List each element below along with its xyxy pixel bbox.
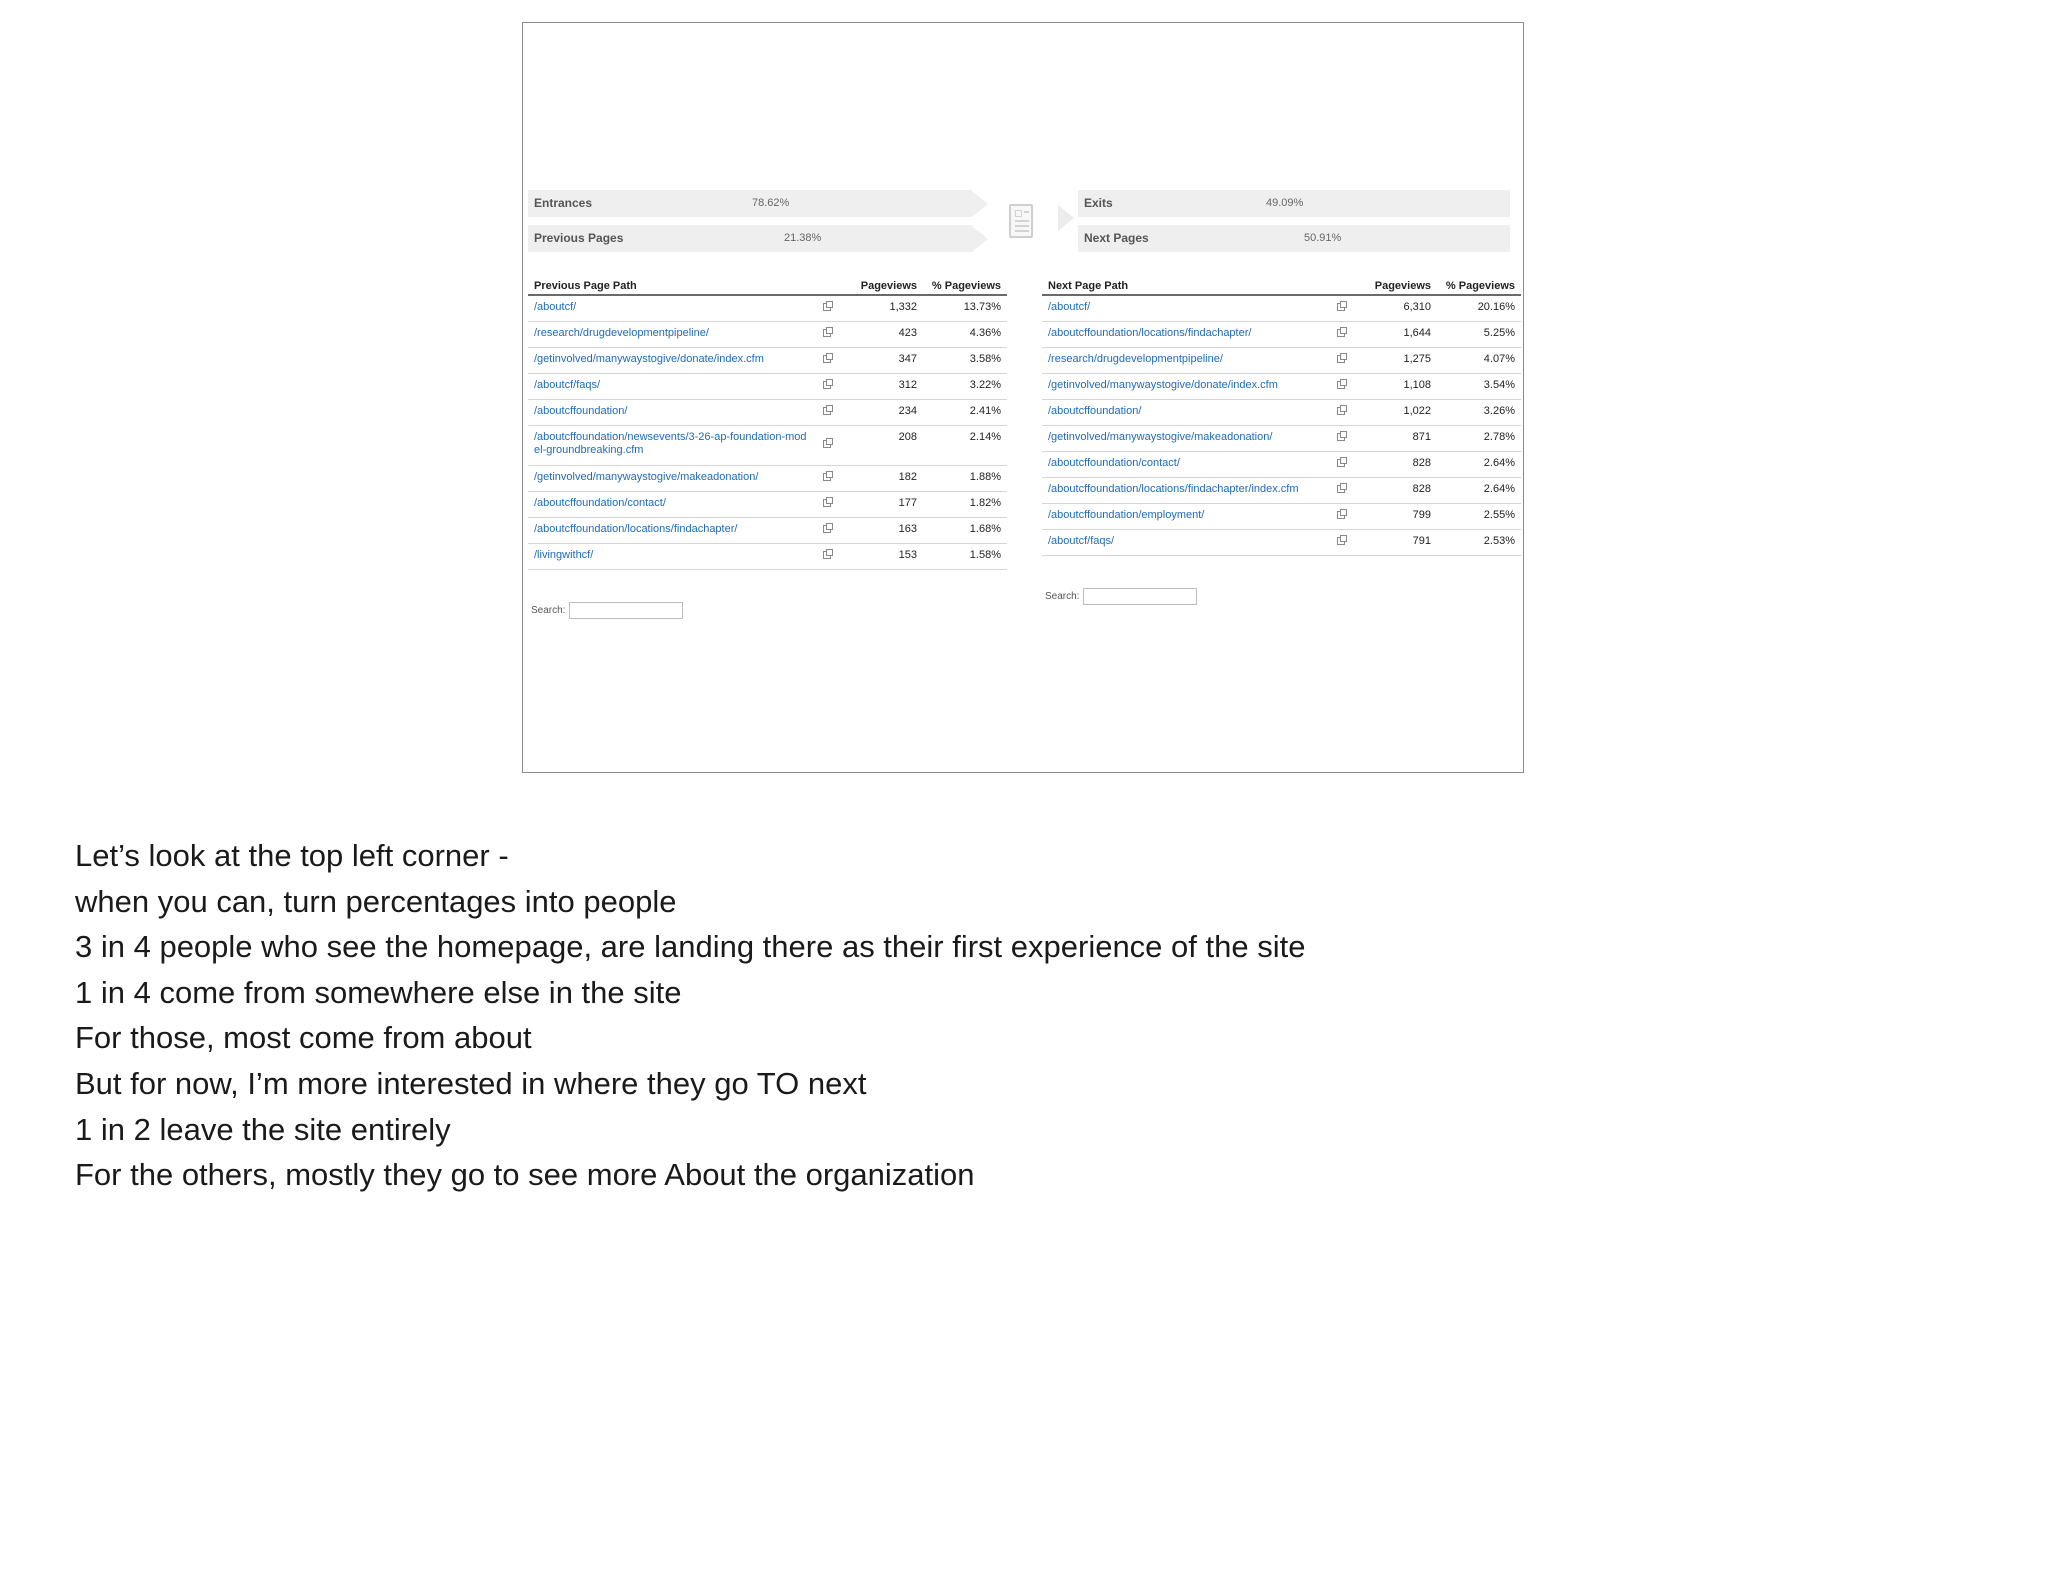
previous-pages-value: 21.38% [784, 232, 822, 244]
table-row [1042, 529, 1521, 555]
page-path-link[interactable]: /aboutcf/ [528, 295, 818, 321]
pct-pageviews-value: 3.26% [1437, 399, 1521, 425]
pageviews-value: 791 [1350, 529, 1437, 555]
table-row [1042, 477, 1521, 503]
column-header-pct-pageviews[interactable]: % Pageviews [1437, 277, 1521, 295]
open-page-icon[interactable] [823, 497, 832, 506]
pageviews-value: 6,310 [1350, 295, 1437, 321]
table-row [528, 347, 1007, 373]
pageviews-value: 234 [836, 399, 923, 425]
table-row [528, 399, 1007, 425]
next-search-row [1045, 587, 1079, 607]
page-path-link[interactable]: /aboutcf/faqs/ [1042, 529, 1332, 555]
pct-pageviews-value: 2.78% [1437, 425, 1521, 451]
pageviews-value: 1,644 [1350, 321, 1437, 347]
slide-screenshot-frame [522, 22, 1524, 773]
page-path-link[interactable]: /livingwithcf/ [528, 543, 818, 569]
open-page-icon[interactable] [823, 405, 832, 414]
pct-pageviews-value: 1.68% [923, 517, 1007, 543]
next-search-input[interactable] [1083, 588, 1197, 605]
open-page-icon[interactable] [823, 353, 832, 362]
table-row [1042, 295, 1521, 321]
previous-pages-arrow [972, 226, 988, 252]
pageviews-value: 312 [836, 373, 923, 399]
open-page-icon[interactable] [1337, 353, 1346, 362]
column-header-pageviews[interactable]: Pageviews [1350, 277, 1437, 295]
notes-line: For those, most come from about [75, 1020, 532, 1056]
pageviews-value: 1,332 [836, 295, 923, 321]
pct-pageviews-value: 3.22% [923, 373, 1007, 399]
pct-pageviews-value: 2.14% [923, 425, 1007, 465]
page-path-link[interactable]: /aboutcffoundation/contact/ [528, 491, 818, 517]
page-path-link[interactable]: /aboutcffoundation/locations/findachapter/ [1042, 321, 1332, 347]
pageviews-value: 153 [836, 543, 923, 569]
table-row [1042, 451, 1521, 477]
pct-pageviews-value: 2.41% [923, 399, 1007, 425]
open-page-icon[interactable] [1337, 379, 1346, 388]
notes-line: 3 in 4 people who see the homepage, are landing there as their first experience of the site [75, 929, 1306, 965]
page-path-link[interactable]: /aboutcffoundation/newsevents/3-26-ap-foundation-model-groundbreaking.cfm [528, 425, 818, 465]
open-page-icon[interactable] [1337, 509, 1346, 518]
pageviews-value: 423 [836, 321, 923, 347]
open-page-icon[interactable] [823, 379, 832, 388]
page-path-link[interactable]: /aboutcffoundation/locations/findachapter/index.cfm [1042, 477, 1332, 503]
previous-search-row [531, 601, 565, 621]
pct-pageviews-value: 5.25% [1437, 321, 1521, 347]
open-page-icon[interactable] [823, 438, 832, 447]
notes-line: But for now, I’m more interested in where they go TO next [75, 1065, 867, 1101]
next-pages-value: 50.91% [1304, 232, 1342, 244]
notes-line: 1 in 4 come from somewhere else in the site [75, 974, 682, 1010]
entrances-value: 78.62% [752, 197, 790, 209]
open-page-icon[interactable] [823, 549, 832, 558]
previous-page-path-table [528, 277, 1007, 570]
table-row [1042, 503, 1521, 529]
next-pages-bar [1078, 225, 1510, 252]
open-page-icon[interactable] [1337, 535, 1346, 544]
open-page-icon[interactable] [1337, 327, 1346, 336]
table-row [1042, 425, 1521, 451]
pct-pageviews-value: 1.88% [923, 465, 1007, 491]
pct-pageviews-value: 2.55% [1437, 503, 1521, 529]
page-path-link[interactable]: /getinvolved/manywaystogive/donate/index.cfm [528, 347, 818, 373]
open-page-icon[interactable] [1337, 405, 1346, 414]
next-pages-label: Next Pages [1084, 231, 1149, 245]
previous-pages-label: Previous Pages [534, 231, 624, 245]
pct-pageviews-value: 3.58% [923, 347, 1007, 373]
pct-pageviews-value: 1.58% [923, 543, 1007, 569]
speaker-notes [75, 833, 1975, 1198]
pageviews-value: 347 [836, 347, 923, 373]
table-row [1042, 347, 1521, 373]
page-path-link[interactable]: /research/drugdevelopmentpipeline/ [1042, 347, 1332, 373]
page-path-link[interactable]: /aboutcffoundation/employment/ [1042, 503, 1332, 529]
next-page-path-table [1042, 277, 1521, 556]
table-row [1042, 399, 1521, 425]
pageviews-value: 182 [836, 465, 923, 491]
pct-pageviews-value: 2.53% [1437, 529, 1521, 555]
page-path-link[interactable]: /aboutcf/ [1042, 295, 1332, 321]
page-path-link[interactable]: /aboutcffoundation/contact/ [1042, 451, 1332, 477]
previous-search-input[interactable] [569, 602, 683, 619]
pageviews-value: 871 [1350, 425, 1437, 451]
open-page-icon[interactable] [823, 471, 832, 480]
pageviews-value: 163 [836, 517, 923, 543]
pct-pageviews-value: 1.82% [923, 491, 1007, 517]
notes-line: when you can, turn percentages into people [75, 883, 677, 919]
page-path-link[interactable]: /getinvolved/manywaystogive/donate/index.cfm [1042, 373, 1332, 399]
open-page-icon[interactable] [1337, 301, 1346, 310]
pct-pageviews-value: 4.36% [923, 321, 1007, 347]
entrances-arrow [972, 191, 988, 217]
notes-line: Let’s look at the top left corner - [75, 838, 509, 873]
pageviews-value: 177 [836, 491, 923, 517]
pageviews-value: 1,022 [1350, 399, 1437, 425]
table-row [528, 295, 1007, 321]
page-document-icon [1009, 204, 1033, 238]
page-path-link[interactable]: /research/drugdevelopmentpipeline/ [528, 321, 818, 347]
exits-value: 49.09% [1266, 197, 1304, 209]
column-header-path[interactable]: Previous Page Path [528, 277, 836, 295]
page-path-link[interactable]: /aboutcffoundation/ [528, 399, 818, 425]
open-page-icon[interactable] [1337, 457, 1346, 466]
exits-label: Exits [1084, 196, 1113, 210]
table-header-row [1042, 277, 1521, 295]
next-search-label: Search: [1045, 591, 1080, 602]
pageviews-value: 1,108 [1350, 373, 1437, 399]
pageviews-value: 828 [1350, 451, 1437, 477]
page-path-link[interactable]: /aboutcffoundation/ [1042, 399, 1332, 425]
pageviews-value: 208 [836, 425, 923, 465]
pct-pageviews-value: 3.54% [1437, 373, 1521, 399]
table-row [1042, 321, 1521, 347]
table-row [528, 491, 1007, 517]
table-row [528, 321, 1007, 347]
previous-pages-bar [528, 225, 972, 252]
pct-pageviews-value: 13.73% [923, 295, 1007, 321]
column-header-pageviews[interactable]: Pageviews [836, 277, 923, 295]
pct-pageviews-value: 2.64% [1437, 477, 1521, 503]
column-header-pct-pageviews[interactable]: % Pageviews [923, 277, 1007, 295]
entrances-label: Entrances [534, 196, 593, 210]
pageviews-value: 799 [1350, 503, 1437, 529]
table-row [528, 425, 1007, 465]
notes-line: 1 in 2 leave the site entirely [75, 1111, 451, 1147]
open-page-icon[interactable] [1337, 483, 1346, 492]
pct-pageviews-value: 4.07% [1437, 347, 1521, 373]
pct-pageviews-value: 20.16% [1437, 295, 1521, 321]
previous-search-label: Search: [531, 605, 566, 616]
page-path-link[interactable]: /getinvolved/manywaystogive/makeadonation/ [1042, 425, 1332, 451]
page-path-link[interactable]: /aboutcf/faqs/ [528, 373, 818, 399]
open-page-icon[interactable] [823, 301, 832, 310]
table-header-row [528, 277, 1007, 295]
table-row [528, 517, 1007, 543]
column-header-path[interactable]: Next Page Path [1042, 277, 1350, 295]
table-row [528, 465, 1007, 491]
page-path-link[interactable]: /aboutcffoundation/locations/findachapter/ [528, 517, 818, 543]
open-page-icon[interactable] [823, 327, 832, 336]
pct-pageviews-value: 2.64% [1437, 451, 1521, 477]
exits-bar [1078, 190, 1510, 217]
entrances-bar [528, 190, 972, 217]
pageviews-value: 828 [1350, 477, 1437, 503]
page-to-exits-arrow [1058, 205, 1074, 231]
open-page-icon[interactable] [1337, 431, 1346, 440]
notes-line: For the others, mostly they go to see more About the organization [75, 1157, 975, 1193]
page-path-link[interactable]: /getinvolved/manywaystogive/makeadonation/ [528, 465, 818, 491]
table-row [528, 543, 1007, 569]
pageviews-value: 1,275 [1350, 347, 1437, 373]
table-row [528, 373, 1007, 399]
table-row [1042, 373, 1521, 399]
open-page-icon[interactable] [823, 523, 832, 532]
